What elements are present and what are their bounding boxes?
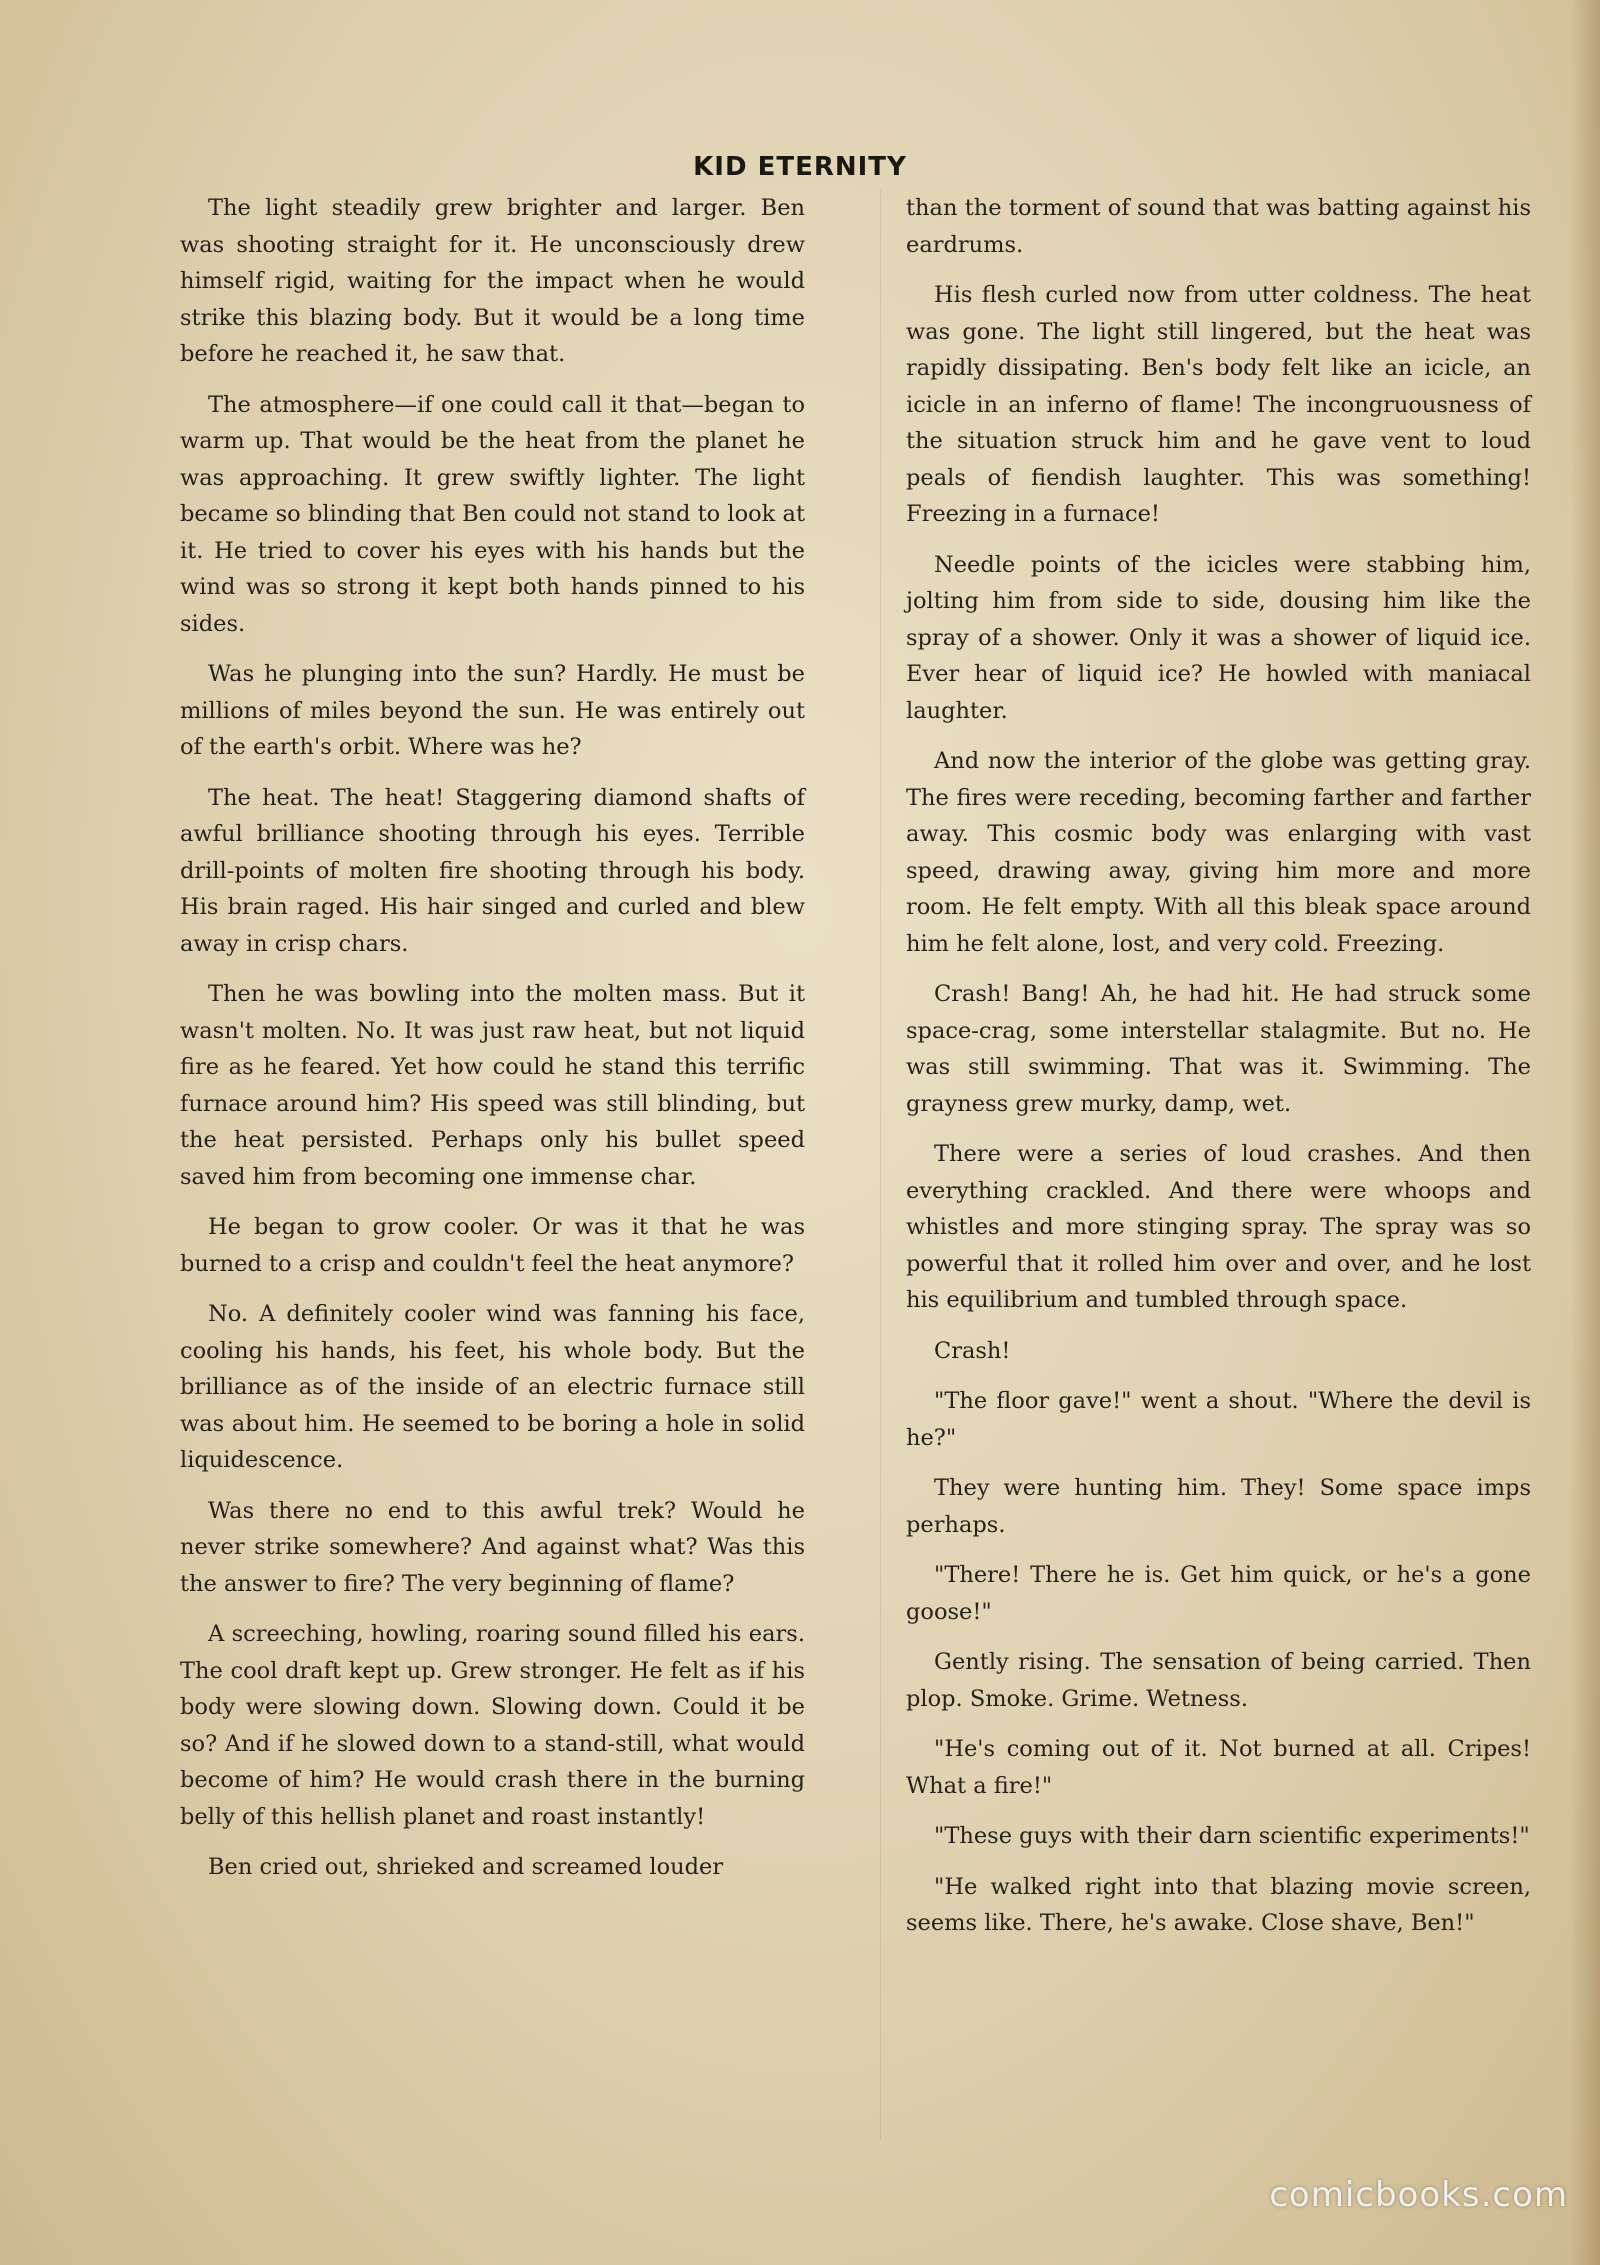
paragraph: Needle points of the icicles were stabbing him, jolting him from side to side, dousing him like the spray of a shower. Only it was a shower of liquid ice. Ever hear of liquid ice? He howled with maniacal laughter. [906, 551, 1531, 724]
page-header: KID ETERNITY [693, 152, 907, 182]
column-divider [880, 190, 881, 2140]
paragraph: The heat. The heat! Staggering diamond shafts of awful brilliance shooting through his eyes. Terrible drill-points of molten fire shooting through his body. His brain raged. His hair singed and curled and blew away in crisp chars. [180, 784, 805, 957]
paragraph: They were hunting him. They! Some space imps perhaps. [906, 1475, 1531, 1538]
paragraph: Gently rising. The sensation of being carried. Then plop. Smoke. Grime. Wetness. [906, 1649, 1531, 1712]
site-watermark: comicbooks.com [1269, 2175, 1568, 2215]
paragraph: He began to grow cooler. Or was it that he was burned to a crisp and couldn't feel the heat anymore? [180, 1214, 805, 1277]
paragraph: "The floor gave!" went a shout. "Where the devil is he?" [906, 1388, 1531, 1451]
paragraph: There were a series of loud crashes. And then everything crackled. And there were whoops and whistles and more stinging spray. The spray was so powerful that it rolled him over and over, and he lost his equilibrium and tumbled through space. [906, 1141, 1531, 1313]
paragraph: Crash! [934, 1337, 1011, 1364]
paragraph: And now the interior of the globe was getting gray. The fires were receding, becoming farther and farther away. This cosmic body was enlarging with vast speed, drawing away, giving him more and more room. He felt empty. With all this bleak space around him he felt alone, lost, and very cold. Freezing. [906, 748, 1531, 957]
paragraph: "There! There he is. Get him quick, or he's a gone goose!" [906, 1562, 1531, 1625]
paragraph: A screeching, howling, roaring sound filled his ears. The cool draft kept up. Grew stronger. He felt as if his body were slowing down. Slowing down. Could it be so? And if he slowed down to a stand-still, what would become of him? He would crash there in the burning belly of this hellish planet and roast instantly! [180, 1621, 805, 1830]
paragraph: The light steadily grew brighter and larger. Ben was shooting straight for it. He unconsciously drew himself rigid, waiting for the impact when he would strike this blazing body. But it would be a long time before he reached it, he saw that. [180, 195, 805, 367]
page-edge-shadow [1570, 0, 1600, 2265]
paragraph: Ben cried out, shrieked and screamed louder [208, 1854, 724, 1880]
paragraph: No. A definitely cooler wind was fanning his face, cooling his hands, his feet, his whole body. But the brilliance as of the inside of an electric furnace still was about him. He seemed to be boring a hole in solid liquidescence. [180, 1301, 805, 1473]
paragraph: Was there no end to this awful trek? Would he never strike somewhere? And against what? Was this the answer to fire? The very beginning of flame? [180, 1497, 805, 1597]
paragraph: Was he plunging into the sun? Hardly. He must be millions of miles beyond the sun. He was entirely out of the earth's orbit. Where was he? [180, 661, 805, 760]
paragraph: "These guys with their darn scientific experiments!" [934, 1823, 1530, 1849]
left-column [180, 190, 805, 1900]
paragraph: His flesh curled now from utter coldness. The heat was gone. The light still lingered, but the heat was rapidly dissipating. Ben's body felt like an icicle, an icicle in an inferno of flame! The incongruousness of the situation struck him and he gave vent to loud peals of fiendish laughter. This was something! Freezing in a furnace! [906, 282, 1531, 527]
paragraph: Crash! Bang! Ah, he had hit. He had struck some space-crag, some interstellar stalagmite. But no. He was still swimming. That was it. Swimming. The grayness grew murky, damp, wet. [906, 981, 1531, 1117]
paragraph: "He walked right into that blazing movie screen, seems like. There, he's awake. Close shave, Ben!" [906, 1873, 1531, 1936]
paragraph: "He's coming out of it. Not burned at all. Cripes! What a fire!" [906, 1736, 1531, 1799]
right-column [906, 190, 1531, 1956]
paragraph: The atmosphere—if one could call it that—began to warm up. That would be the heat from the planet he was approaching. It grew swiftly lighter. The light became so blinding that Ben could not stand to look at it. He tried to cover his eyes with his hands but the wind was so strong it kept both hands pinned to his sides. [180, 391, 805, 637]
paragraph: than the torment of sound that was batting against his eardrums. [906, 195, 1531, 258]
paragraph: Then he was bowling into the molten mass. But it wasn't molten. No. It was just raw heat, but not liquid fire as he feared. Yet how could he stand this terrific furnace around him? His speed was still blinding, but the heat persisted. Perhaps only his bullet speed saved him from becoming one immense char. [180, 981, 805, 1190]
